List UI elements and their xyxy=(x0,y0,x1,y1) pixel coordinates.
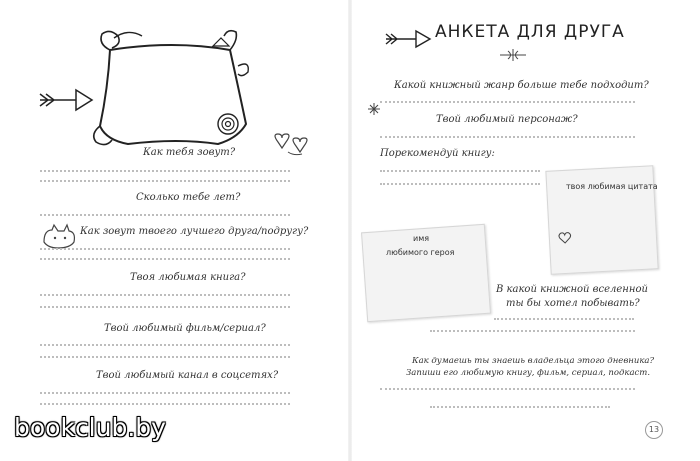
answer-line xyxy=(380,170,540,172)
answer-line xyxy=(494,318,634,320)
sparkle-doodle xyxy=(367,102,381,116)
owner-question: Как думаешь ты знаешь владельца этого дневника? xyxy=(412,356,655,366)
question-favorite-film: Твой любимый фильм/сериал? xyxy=(104,323,266,334)
answer-line xyxy=(40,306,290,308)
title-ornament xyxy=(498,47,528,63)
answer-line xyxy=(40,258,290,260)
answer-line xyxy=(40,180,290,182)
answer-line xyxy=(40,214,290,216)
question-favorite-channel: Твой любимый канал в соцсетях? xyxy=(96,370,279,381)
quote-note-label: твоя любимая цитата xyxy=(566,182,658,191)
heart-icon xyxy=(558,231,573,246)
answer-line xyxy=(40,294,290,296)
answer-line xyxy=(380,101,635,103)
question-genre: Какой книжный жанр больше тебе подходит? xyxy=(394,80,649,91)
question-recommend-book: Порекомендуй книгу: xyxy=(380,148,495,159)
question-universe: В какой книжной вселенной xyxy=(496,284,648,295)
hearts-doodle xyxy=(268,130,316,160)
answer-line xyxy=(430,406,610,408)
answer-line xyxy=(380,136,635,138)
hero-note-label: имя xyxy=(413,234,430,243)
scroll-frame-doodle xyxy=(88,26,263,151)
hero-note-label: любимого героя xyxy=(386,248,455,257)
answer-line xyxy=(430,330,635,332)
question-best-friend: Как зовут твоего лучшего друга/подругу? xyxy=(80,226,309,237)
page-title: АНКЕТА ДЛЯ ДРУГА xyxy=(435,22,625,42)
answer-line xyxy=(40,392,290,394)
watermark: bookclub.by xyxy=(14,413,166,442)
question-character: Твой любимый персонаж? xyxy=(436,114,578,125)
cat-doodle xyxy=(40,222,80,250)
answer-line xyxy=(40,248,290,250)
answer-line xyxy=(40,170,290,172)
page-number: 13 xyxy=(645,421,663,439)
question-universe: ты бы хотел побывать? xyxy=(506,298,640,309)
answer-line xyxy=(380,183,540,185)
answer-line xyxy=(380,388,635,390)
owner-question: Запиши его любимую книгу, фильм, сериал, подкаст. xyxy=(406,368,651,378)
question-age: Сколько тебе лет? xyxy=(136,192,241,203)
answer-line xyxy=(40,356,290,358)
answer-line xyxy=(40,403,290,405)
question-favorite-book: Твоя любимая книга? xyxy=(130,272,246,283)
arrow-doodle xyxy=(384,28,432,50)
answer-line xyxy=(40,344,290,346)
question-name: Как тебя зовут? xyxy=(143,147,236,158)
arrow-doodle xyxy=(38,84,94,114)
